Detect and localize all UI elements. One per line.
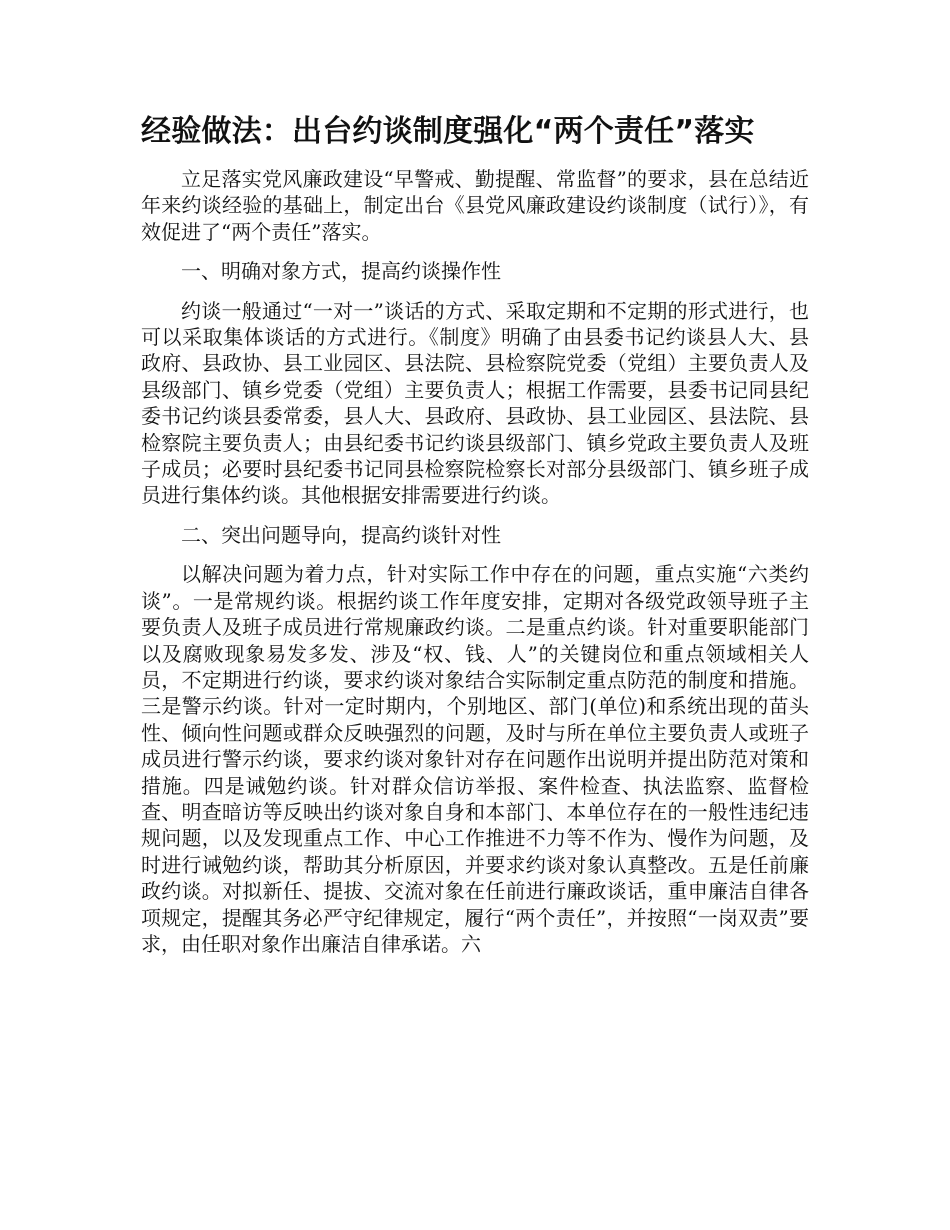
section-2-paragraph: 以解决问题为着力点，针对实际工作中存在的问题，重点实施“六类约谈”。一是常规约谈。根据约谈工作年度安排，定期对各级党政领导班子主要负责人及班子成员进行常规廉政约谈。二是重点约谈。针对重要职能部门以及腐败现象易发多发、涉及“权、钱、人”的关键岗位和重点领域相关人员，不定期进行约谈，要求约谈对象结合实际制定重点防范的制度和措施。三是警示约谈。针对一定时期内，个别地区、部门(单位)和系统出现的苗头性、倾向性问题或群众反映强烈的问题，及时与所在单位主要负责人或班子成员进行警示约谈，要求约谈对象针对存在问题作出说明并提出防范对策和措施。四是诫勉约谈。针对群众信访举报、案件检查、执法监察、监督检查、明查暗访等反映出约谈对象自身和本部门、本单位存在的一般性违纪违规问题，以及发现重点工作、中心工作推进不力等不作为、慢作为问题，及时进行诫勉约谈，帮助其分析原因，并要求约谈对象认真整改。五是任前廉政约谈。对拟新任、提拔、交流对象在任前进行廉政谈话，重申廉洁自律各项规定，提醒其务必严守纪律规定，履行“两个责任”，并按照“一岗双责”要求，由任职对象作出廉洁自律承诺。六 — [141, 562, 809, 956]
section-heading-1: 一、明确对象方式，提高约谈操作性 — [181, 259, 501, 284]
document-title: 经验做法：出台约谈制度强化“两个责任”落实 — [141, 114, 755, 149]
intro-paragraph: 立足落实党风廉政建设“早警戒、勤提醒、常监督”的要求，县在总结近年来约谈经验的基础上，制定出台《县党风廉政建设约谈制度（试行）》，有效促进了“两个责任”落实。 — [141, 167, 809, 244]
document-body — [141, 166, 809, 970]
section-heading-2: 二、突出问题导向，提高约谈针对性 — [181, 522, 501, 547]
section-1-paragraph: 约谈一般通过“一对一”谈话的方式、采取定期和不定期的形式进行，也可以采取集体谈话的方式进行。《制度》明确了由县委书记约谈县人大、县政府、县政协、县工业园区、县法院、县检察院党委（党组）主要负责人及县级部门、镇乡党委（党组）主要负责人；根据工作需要，县委书记同县纪委书记约谈县委常委，县人大、县政府、县政协、县工业园区、县法院、县检察院主要负责人；由县纪委书记约谈县级部门、镇乡党政主要负责人及班子成员；必要时县纪委书记同县检察院检察长对部分县级部门、镇乡班子成员进行集体约谈。其他根据安排需要进行约谈。 — [141, 298, 809, 508]
